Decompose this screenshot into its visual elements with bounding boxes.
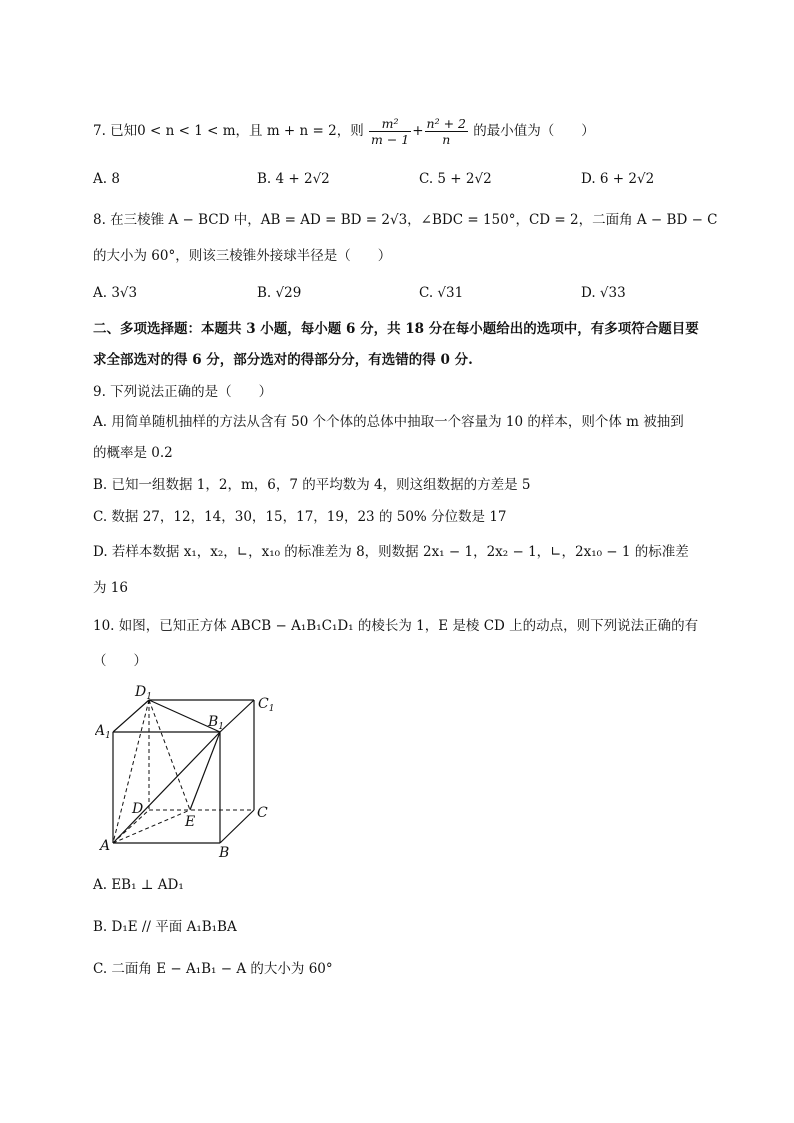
q7-stem [93,116,595,147]
label-c1: $C_1$ [258,696,275,714]
label-b: B [219,845,230,860]
q7-fraction-1: $\frac{\text{m²}}{m - 1}$ [371,116,410,147]
edge-a-d-hidden [113,810,149,843]
q7-plus: + [412,123,424,139]
label-c: C [257,805,268,821]
edge-c-b [220,810,254,843]
q9-option-c: C. 数据 27，12，14，30，15，17，19，23 的 50% 分位数是 17 [93,509,507,525]
q9-option-d-line-1: D. 若样本数据 x₁，x₂，∟，x₁₀ 的标准差为 8，则数据 2x₁ − 1，2x₂ − 1，∟，2x₁₀ − 1 的标准差 [93,544,689,560]
q7-option-c: C. 5 + 2√2 [419,171,492,187]
q8-line-1: 8. 在三棱锥 A − BCD 中，AB = AD = BD = 2√3，∠BDC = 150°，CD = 2，二面角 A − BD − C [93,212,718,228]
q7-option-a: A. 8 [93,171,120,187]
q10-line-2: （ ） [93,653,147,669]
cube-figure [95,680,295,860]
label-a: A [100,838,111,854]
q10-option-c: C. 二面角 E − A₁B₁ − A 的大小为 60° [93,961,333,977]
q7-stem-a: 7. 已知0 < n < 1 < m，且 m + n = 2，则 [93,123,364,139]
q9-option-a-line-2: 的概率是 0.2 [93,445,173,461]
q9-option-a-line-1: A. 用简单随机抽样的方法从含有 50 个个体的总体中抽取一个容量为 10 的样本，则个体 m 被抽到 [93,414,684,430]
q8-line-2: 的大小为 60°，则该三棱锥外接球半径是（ ） [93,248,392,264]
q10-line-1: 10. 如图，已知正方体 ABCB − A₁B₁C₁D₁ 的棱长为 1，E 是棱 CD 上的动点，则下列说法正确的有 [93,618,699,634]
label-e: E [185,814,196,830]
label-a1: $A_1$ [95,723,111,741]
q8-option-c: C. √31 [419,285,464,301]
q7-fraction-2: $\frac{\text{n² + 2}}{n}$ [426,116,466,147]
q9-option-d-line-2: 为 16 [93,580,128,596]
edge-c1-b1 [220,700,254,732]
segment-a-b1 [113,732,220,843]
segment-e-b1 [190,732,220,810]
q8-option-a: A. 3√3 [93,285,138,301]
edge-a1-d1 [113,700,149,732]
label-b1: $B_1$ [208,714,225,732]
label-d1: $D_1$ [135,684,152,702]
q8-option-b: B. √29 [257,285,302,301]
q7-option-d: D. 6 + 2√2 [581,171,655,187]
label-d: D [132,801,144,817]
q9-option-b: B. 已知一组数据 1，2，m，6，7 的平均数为 4，则这组数据的方差是 5 [93,477,531,493]
segment-d1-e-hidden [149,700,190,810]
segment-d1-a-hidden [113,700,149,843]
q10-option-a: A. EB₁ ⊥ AD₁ [93,877,184,893]
section-2-heading-line-2: 求全部选对的得 6 分，部分选对的得部分分，有选错的得 0 分. [93,352,473,368]
section-2-heading-line-1: 二、多项选择题：本题共 3 小题，每小题 6 分，共 18 分在每小题给出的选项中，有多项符合题目要 [93,321,699,337]
q9-stem: 9. 下列说法正确的是（ ） [93,384,273,400]
q10-option-b: B. D₁E // 平面 A₁B₁BA [93,919,237,935]
segment-a-e-hidden [113,810,190,843]
q8-option-d: D. √33 [581,285,626,301]
q7-option-b: B. 4 + 2√2 [257,171,330,187]
q7-stem-b: 的最小值为（ ） [473,123,595,139]
